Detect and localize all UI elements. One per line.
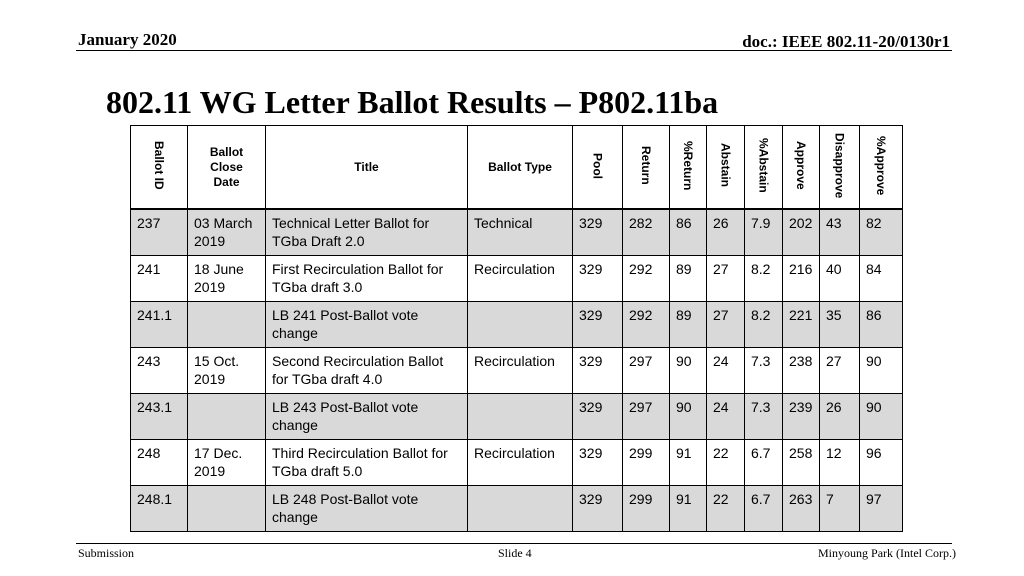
cell-pct-return: 90 bbox=[670, 394, 707, 440]
cell-approve: 238 bbox=[783, 348, 820, 394]
cell-pool: 329 bbox=[573, 440, 623, 486]
table-row bbox=[131, 302, 903, 348]
cell-title: LB 241 Post-Ballot vote change bbox=[266, 302, 468, 348]
cell-approve: 263 bbox=[783, 486, 820, 532]
cell-title: LB 248 Post-Ballot vote change bbox=[266, 486, 468, 532]
cell-return: 297 bbox=[623, 394, 670, 440]
col-header-close-date: Ballot Close Date bbox=[188, 126, 266, 210]
col-header-pool: Pool bbox=[573, 126, 623, 210]
cell-title: First Recirculation Ballot for TGba draft 3.0 bbox=[266, 256, 468, 302]
cell-abstain: 24 bbox=[707, 348, 745, 394]
cell-return: 292 bbox=[623, 302, 670, 348]
cell-pct-approve: 90 bbox=[860, 348, 903, 394]
cell-title: Technical Letter Ballot for TGba Draft 2.0 bbox=[266, 209, 468, 256]
cell-ballot-id: 237 bbox=[131, 209, 188, 256]
cell-pool: 329 bbox=[573, 486, 623, 532]
cell-disapprove: 26 bbox=[820, 394, 860, 440]
cell-abstain: 22 bbox=[707, 440, 745, 486]
col-header-title: Title bbox=[266, 126, 468, 210]
cell-approve: 258 bbox=[783, 440, 820, 486]
cell-ballot-id: 243 bbox=[131, 348, 188, 394]
cell-pct-abstain: 6.7 bbox=[745, 440, 783, 486]
footer-slide-number: Slide 4 bbox=[498, 546, 532, 560]
cell-ballot-type bbox=[468, 394, 573, 440]
col-header-abstain: Abstain bbox=[707, 126, 745, 210]
cell-title: Second Recirculation Ballot for TGba draft 4.0 bbox=[266, 348, 468, 394]
col-header-pct-abstain: %Abstain bbox=[745, 126, 783, 210]
cell-return: 299 bbox=[623, 486, 670, 532]
cell-ballot-type: Recirculation bbox=[468, 440, 573, 486]
col-header-pct-return: %Return bbox=[670, 126, 707, 210]
cell-disapprove: 12 bbox=[820, 440, 860, 486]
col-header-ballot-id: Ballot ID bbox=[131, 126, 188, 210]
cell-ballot-type: Recirculation bbox=[468, 348, 573, 394]
cell-abstain: 24 bbox=[707, 394, 745, 440]
cell-pct-return: 89 bbox=[670, 256, 707, 302]
cell-ballot-id: 248.1 bbox=[131, 486, 188, 532]
cell-pct-abstain: 7.9 bbox=[745, 209, 783, 256]
cell-ballot-type bbox=[468, 302, 573, 348]
cell-pct-return: 86 bbox=[670, 209, 707, 256]
cell-ballot-type: Recirculation bbox=[468, 256, 573, 302]
cell-close-date bbox=[188, 394, 266, 440]
cell-pct-approve: 82 bbox=[860, 209, 903, 256]
cell-return: 292 bbox=[623, 256, 670, 302]
footer-submission: Submission bbox=[78, 546, 135, 560]
col-header-approve: Approve bbox=[783, 126, 820, 210]
table-header-row bbox=[131, 126, 903, 210]
cell-close-date: 15 Oct. 2019 bbox=[188, 348, 266, 394]
cell-abstain: 27 bbox=[707, 256, 745, 302]
footer-divider bbox=[76, 543, 952, 544]
cell-close-date: 03 March 2019 bbox=[188, 209, 266, 256]
cell-approve: 202 bbox=[783, 209, 820, 256]
cell-pct-abstain: 8.2 bbox=[745, 302, 783, 348]
cell-pct-return: 89 bbox=[670, 302, 707, 348]
cell-ballot-id: 248 bbox=[131, 440, 188, 486]
cell-ballot-type: Technical bbox=[468, 209, 573, 256]
cell-pct-abstain: 8.2 bbox=[745, 256, 783, 302]
header-doc-id: doc.: IEEE 802.11-20/0130r1 bbox=[742, 32, 950, 51]
ballot-results-table bbox=[130, 125, 903, 532]
cell-abstain: 27 bbox=[707, 302, 745, 348]
cell-pool: 329 bbox=[573, 348, 623, 394]
cell-abstain: 22 bbox=[707, 486, 745, 532]
table-row bbox=[131, 256, 903, 302]
cell-close-date: 18 June 2019 bbox=[188, 256, 266, 302]
cell-approve: 216 bbox=[783, 256, 820, 302]
header-date: January 2020 bbox=[78, 30, 177, 49]
cell-disapprove: 35 bbox=[820, 302, 860, 348]
cell-disapprove: 7 bbox=[820, 486, 860, 532]
cell-approve: 239 bbox=[783, 394, 820, 440]
cell-title: LB 243 Post-Ballot vote change bbox=[266, 394, 468, 440]
cell-pct-return: 91 bbox=[670, 486, 707, 532]
cell-ballot-id: 241.1 bbox=[131, 302, 188, 348]
table-row bbox=[131, 486, 903, 532]
cell-ballot-type bbox=[468, 486, 573, 532]
cell-return: 282 bbox=[623, 209, 670, 256]
cell-pool: 329 bbox=[573, 394, 623, 440]
header-divider bbox=[76, 50, 952, 51]
cell-close-date bbox=[188, 302, 266, 348]
cell-close-date: 17 Dec. 2019 bbox=[188, 440, 266, 486]
cell-return: 299 bbox=[623, 440, 670, 486]
table-row bbox=[131, 209, 903, 256]
cell-pool: 329 bbox=[573, 256, 623, 302]
cell-ballot-id: 241 bbox=[131, 256, 188, 302]
cell-ballot-id: 243.1 bbox=[131, 394, 188, 440]
table-row bbox=[131, 348, 903, 394]
cell-pct-return: 91 bbox=[670, 440, 707, 486]
col-header-pct-approve: %Approve bbox=[860, 126, 903, 210]
cell-pool: 329 bbox=[573, 209, 623, 256]
cell-disapprove: 43 bbox=[820, 209, 860, 256]
cell-pct-abstain: 6.7 bbox=[745, 486, 783, 532]
cell-pct-abstain: 7.3 bbox=[745, 348, 783, 394]
slide-title: 802.11 WG Letter Ballot Results – P802.11ba bbox=[106, 84, 719, 120]
cell-approve: 221 bbox=[783, 302, 820, 348]
cell-pct-approve: 84 bbox=[860, 256, 903, 302]
cell-disapprove: 27 bbox=[820, 348, 860, 394]
col-header-return: Return bbox=[623, 126, 670, 210]
cell-title: Third Recirculation Ballot for TGba draft 5.0 bbox=[266, 440, 468, 486]
table-row bbox=[131, 440, 903, 486]
table-row bbox=[131, 394, 903, 440]
cell-close-date bbox=[188, 486, 266, 532]
cell-disapprove: 40 bbox=[820, 256, 860, 302]
cell-pct-approve: 96 bbox=[860, 440, 903, 486]
cell-pct-approve: 86 bbox=[860, 302, 903, 348]
col-header-disapprove: Disapprove bbox=[820, 126, 860, 210]
cell-pool: 329 bbox=[573, 302, 623, 348]
footer-author: Minyoung Park (Intel Corp.) bbox=[818, 546, 956, 560]
cell-return: 297 bbox=[623, 348, 670, 394]
cell-pct-return: 90 bbox=[670, 348, 707, 394]
cell-pct-approve: 97 bbox=[860, 486, 903, 532]
cell-pct-approve: 90 bbox=[860, 394, 903, 440]
cell-pct-abstain: 7.3 bbox=[745, 394, 783, 440]
col-header-ballot-type: Ballot Type bbox=[468, 126, 573, 210]
cell-abstain: 26 bbox=[707, 209, 745, 256]
